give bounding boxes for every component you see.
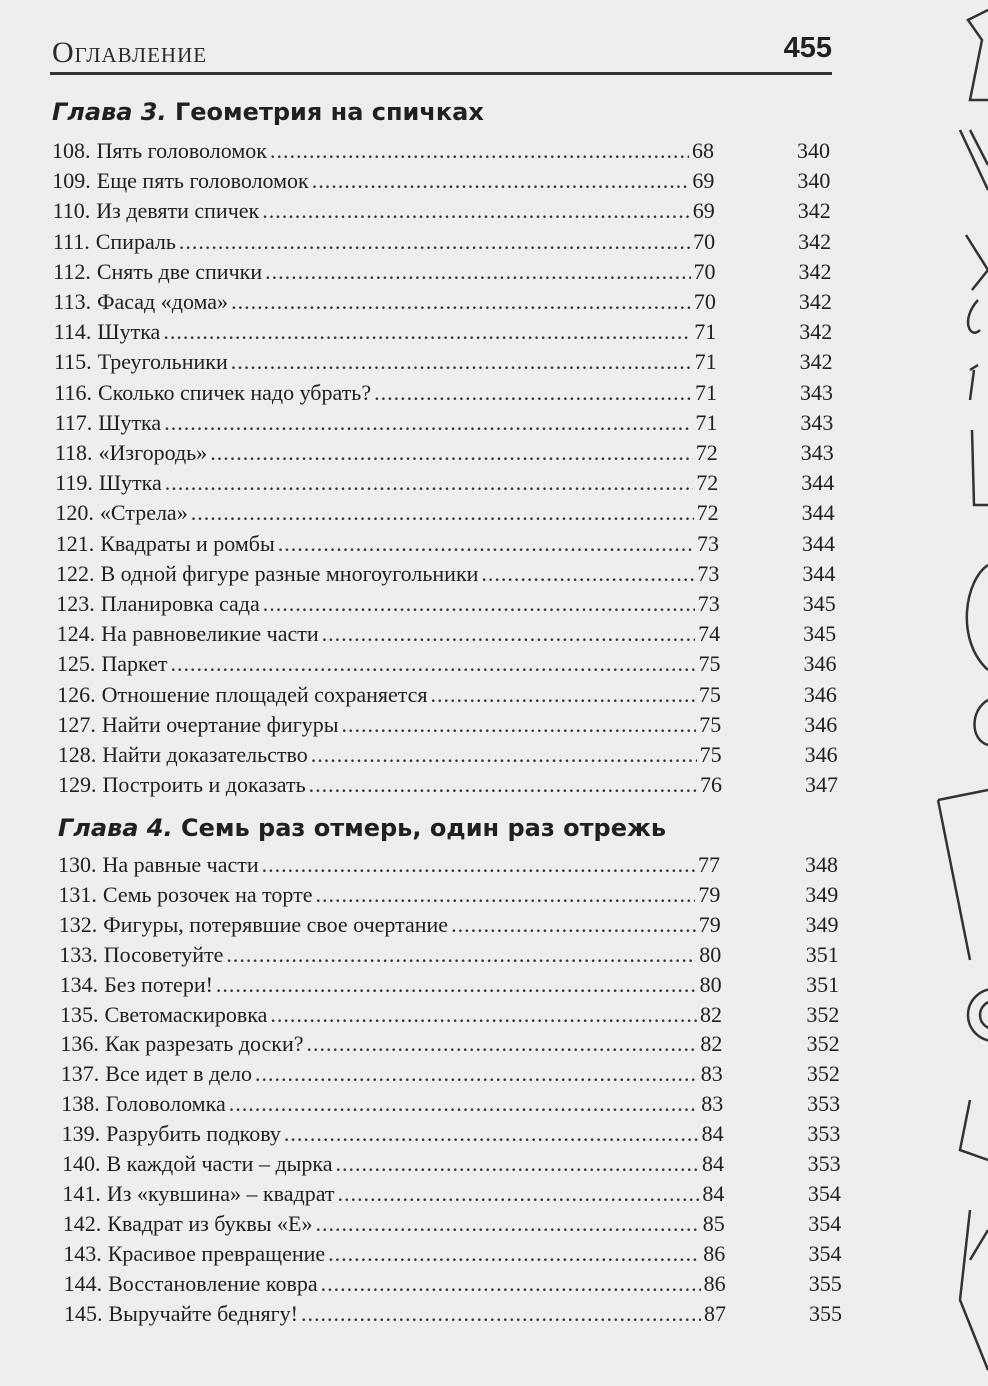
toc-entry <box>0 970 988 1000</box>
entry-page: 70 <box>693 228 716 254</box>
header-rule <box>50 72 832 75</box>
entry-number: 136. <box>60 1031 99 1057</box>
toc-entry-line <box>62 1119 724 1149</box>
entry-answer-page: 345 <box>802 591 836 616</box>
toc-entry-line <box>56 589 719 619</box>
polygon-sketch <box>960 1100 988 1160</box>
entry-answer-page: 343 <box>800 409 834 435</box>
dot-leader <box>374 378 692 408</box>
entry-page: 75 <box>698 681 721 707</box>
entry-page: 87 <box>704 1300 726 1326</box>
arc-sketch <box>967 565 988 670</box>
dot-leader <box>315 1209 699 1239</box>
entry-page: 68 <box>692 138 714 163</box>
star-sketch <box>968 10 988 100</box>
toc-entry-line <box>64 1269 726 1299</box>
entry-number: 115. <box>54 349 92 375</box>
entry-answer-page: 347 <box>805 772 838 798</box>
curve-sketch <box>968 300 980 333</box>
entry-title: Построить и доказать <box>102 772 306 798</box>
chapter-label: Глава 3. <box>52 98 167 126</box>
entry-page: 73 <box>696 530 719 556</box>
page-number: 455 <box>783 32 832 64</box>
figure-one-sketch <box>970 365 978 400</box>
toc-entry-line <box>62 1179 724 1209</box>
entry-page: 80 <box>699 971 722 997</box>
toc-entry <box>0 1089 988 1119</box>
toc-entry-line <box>55 408 718 438</box>
entry-page: 73 <box>697 560 720 586</box>
toc-entry-line <box>62 1149 724 1179</box>
entry-answer-page: 355 <box>809 1300 842 1326</box>
circle-sketch <box>968 989 988 1041</box>
entry-title: Квадраты и ромбы <box>100 530 275 556</box>
toc-entry-line <box>53 287 715 317</box>
entry-number: 112. <box>53 258 91 284</box>
toc-entry <box>0 529 988 559</box>
entry-number: 129. <box>58 772 97 798</box>
entry-answer-page: 342 <box>797 198 831 224</box>
dot-leader <box>171 649 696 679</box>
entry-page: 71 <box>694 349 717 375</box>
chapter-title: Семь раз отмерь, один раз отрежь <box>180 814 667 842</box>
toc-entry-line <box>55 498 718 528</box>
entry-answer-page: 344 <box>802 560 836 586</box>
dot-leader <box>278 529 694 559</box>
dot-leader <box>262 850 695 880</box>
toc-entry <box>0 287 988 317</box>
entry-title: В одной фигуре разные многоугольники <box>100 560 479 586</box>
entry-title: Светомаскировка <box>104 1001 268 1027</box>
entry-number: 120. <box>55 500 94 526</box>
entry-title: «Стрела» <box>99 500 188 526</box>
entry-title: Посоветуйте <box>103 941 224 967</box>
dot-leader <box>306 1029 697 1059</box>
entry-page: 73 <box>697 591 720 616</box>
toc-entry <box>0 940 988 970</box>
dot-leader <box>309 770 697 800</box>
dot-leader <box>229 1089 698 1119</box>
dot-leader <box>163 317 691 347</box>
entry-number: 140. <box>62 1151 101 1176</box>
entry-number: 141. <box>62 1180 101 1206</box>
entry-title: Красивое превращение <box>107 1240 326 1266</box>
entry-title: Найти очертание фигуры <box>101 711 339 737</box>
toc-entry <box>0 136 988 166</box>
cut-lines-sketch <box>938 790 988 960</box>
entry-number: 127. <box>57 711 96 737</box>
dot-leader <box>311 740 697 770</box>
entry-title: Сколько спичек надо убрать? <box>97 379 372 405</box>
entry-title: Фигуры, потерявшие свое очертание <box>103 911 449 937</box>
dot-leader <box>255 1059 698 1089</box>
entry-number: 132. <box>58 911 98 937</box>
entry-answer-page: 346 <box>804 742 838 767</box>
entry-number: 135. <box>60 1001 99 1027</box>
matchstick-sketch <box>960 130 988 190</box>
entry-title: Восстановление ковра <box>108 1270 318 1296</box>
toc-entry <box>0 378 988 408</box>
toc-entry-line <box>60 1000 722 1030</box>
entry-answer-page: 353 <box>807 1091 841 1117</box>
entry-title: Квадрат из буквы «Е» <box>107 1210 313 1236</box>
toc-entry-line <box>52 136 714 166</box>
toc-entry <box>0 317 988 347</box>
entry-page: 70 <box>693 289 716 314</box>
dot-leader <box>165 468 693 498</box>
toc-entry <box>0 1000 988 1030</box>
entry-title: Снять две спички <box>96 258 263 284</box>
chapter-heading <box>52 98 484 128</box>
entry-answer-page: 354 <box>807 1180 841 1206</box>
toc-entry <box>0 257 988 287</box>
entry-page: 71 <box>695 379 718 405</box>
entry-page: 82 <box>700 1001 722 1027</box>
dot-leader <box>262 196 690 226</box>
entry-answer-page: 346 <box>803 681 837 707</box>
entry-title: Шутка <box>98 409 162 435</box>
toc-entry <box>0 1269 988 1299</box>
toc-entry-line <box>54 347 717 377</box>
toc-entry-line <box>55 438 718 468</box>
entry-title: Паркет <box>101 651 168 677</box>
entry-title: Шутка <box>97 319 161 345</box>
dot-leader <box>179 227 690 257</box>
dot-leader <box>226 940 696 970</box>
entry-number: 114. <box>53 319 92 345</box>
entry-number: 143. <box>63 1240 102 1266</box>
toc-entry-line <box>58 850 720 880</box>
toc-entry <box>0 498 988 528</box>
dot-leader <box>316 880 696 910</box>
toc-entry-line <box>53 227 715 257</box>
entry-answer-page: 340 <box>797 168 831 194</box>
entry-page: 75 <box>698 651 721 677</box>
toc-entry-line <box>57 649 721 679</box>
entry-answer-page: 340 <box>797 138 830 163</box>
dot-leader <box>431 680 696 710</box>
entry-answer-page: 349 <box>805 881 839 907</box>
entry-title: Шутка <box>98 470 162 496</box>
entry-page: 74 <box>698 621 721 647</box>
entry-answer-page: 342 <box>798 228 832 254</box>
margin-illustrations <box>930 0 988 1386</box>
toc-entry <box>0 1029 988 1059</box>
toc-entry-line <box>57 710 721 740</box>
entry-number: 124. <box>56 621 96 647</box>
toc-entry <box>0 910 988 940</box>
toc-entry-line <box>56 559 719 589</box>
toc-entry-line <box>63 1239 725 1269</box>
entry-answer-page: 353 <box>807 1151 841 1176</box>
toc-entry <box>0 1179 988 1209</box>
toc-entry <box>0 680 988 710</box>
dot-leader <box>451 910 696 940</box>
triangle-sketch <box>966 235 988 290</box>
entry-answer-page: 345 <box>803 621 837 647</box>
entry-number: 125. <box>56 651 96 677</box>
entry-number: 111. <box>52 228 90 254</box>
chapter-heading <box>58 814 666 844</box>
dot-leader <box>284 1119 699 1149</box>
entry-number: 128. <box>57 742 97 767</box>
pitcher-sketch <box>960 1210 988 1370</box>
entry-number: 119. <box>55 470 93 496</box>
toc-entry <box>0 770 988 800</box>
entry-page: 82 <box>700 1031 723 1057</box>
dot-leader <box>191 498 694 528</box>
toc-entry-line <box>60 1029 722 1059</box>
entry-number: 110. <box>52 198 91 224</box>
entry-number: 122. <box>56 560 95 586</box>
entry-answer-page: 342 <box>799 319 833 345</box>
entry-title: Из «кувшина» – квадрат <box>106 1180 335 1206</box>
entry-number: 113. <box>53 289 92 314</box>
dot-leader <box>322 619 695 649</box>
hook-sketch <box>975 700 988 745</box>
entry-title: В каждой части – дырка <box>106 1151 333 1176</box>
entry-title: Без потери! <box>104 971 213 997</box>
toc-entry <box>0 589 988 619</box>
entry-answer-page: 351 <box>805 941 839 967</box>
entry-number: 109. <box>52 168 91 194</box>
toc-entry-line <box>64 1299 726 1329</box>
entry-page: 84 <box>701 1121 724 1147</box>
entry-answer-page: 353 <box>807 1121 841 1147</box>
toc-entry <box>0 166 988 196</box>
toc-entry-line <box>61 1059 723 1089</box>
dot-leader <box>328 1239 700 1269</box>
dot-leader <box>270 136 689 166</box>
entry-answer-page: 342 <box>798 289 832 314</box>
entry-answer-page: 346 <box>803 651 837 677</box>
entry-title: Отношение площадей сохраняется <box>101 681 428 707</box>
entry-title: Пять головоломок <box>96 138 267 163</box>
entry-page: 72 <box>696 500 719 526</box>
toc-entry <box>0 1059 988 1089</box>
toc-entry <box>0 1119 988 1149</box>
entry-number: 116. <box>54 379 92 405</box>
dot-leader <box>263 589 695 619</box>
entry-answer-page: 349 <box>805 911 839 937</box>
toc-entry-line <box>58 880 720 910</box>
entry-page: 77 <box>698 852 720 877</box>
circle-sketch <box>980 1001 988 1029</box>
dot-leader <box>312 166 690 196</box>
dot-leader <box>338 1179 700 1209</box>
entry-title: Фасад «дома» <box>97 289 229 314</box>
entry-page: 79 <box>698 911 721 937</box>
toc-entry-line <box>58 770 722 800</box>
toc-entry-line <box>63 1209 725 1239</box>
running-title: Оглавление <box>52 36 208 69</box>
entry-answer-page: 342 <box>798 258 832 284</box>
dot-leader <box>265 257 690 287</box>
entry-page: 69 <box>692 198 715 224</box>
entry-answer-page: 343 <box>800 440 834 465</box>
entry-number: 130. <box>58 852 97 877</box>
entry-page: 71 <box>695 409 718 435</box>
dot-leader <box>336 1149 699 1179</box>
entry-answer-page: 354 <box>808 1210 842 1236</box>
entry-page: 83 <box>700 1061 723 1087</box>
entry-answer-page: 344 <box>801 500 835 526</box>
toc-entry <box>0 559 988 589</box>
entry-answer-page: 342 <box>799 349 833 375</box>
entry-title: Планировка сада <box>100 591 260 616</box>
chapter-label: Глава 4. <box>58 814 173 842</box>
entry-page: 75 <box>699 711 722 737</box>
entry-number: 126. <box>57 681 96 707</box>
dot-leader <box>270 1000 697 1030</box>
rectangle-sketch <box>972 430 988 505</box>
entry-answer-page: 346 <box>804 711 838 737</box>
entry-number: 138. <box>61 1091 100 1117</box>
entry-page: 69 <box>692 168 715 194</box>
entry-title: Все идет в дело <box>105 1061 252 1087</box>
entry-page: 85 <box>702 1210 725 1236</box>
entry-number: 134. <box>59 971 99 997</box>
entry-answer-page: 344 <box>801 530 835 556</box>
entry-page: 79 <box>698 881 721 907</box>
toc-entry <box>0 468 988 498</box>
dot-leader <box>231 347 692 377</box>
toc-entry <box>0 438 988 468</box>
entry-number: 145. <box>64 1300 103 1326</box>
entry-page: 76 <box>700 772 722 798</box>
entry-page: 72 <box>696 470 719 496</box>
entry-number: 139. <box>61 1121 101 1147</box>
entry-answer-page: 352 <box>806 1001 840 1027</box>
entry-answer-page: 351 <box>806 971 840 997</box>
dot-leader <box>481 559 694 589</box>
toc-entry-line <box>53 257 715 287</box>
toc-entry-line <box>57 619 721 649</box>
entry-page: 84 <box>702 1151 724 1176</box>
toc-entry-line <box>59 910 721 940</box>
toc-entry <box>0 408 988 438</box>
toc-entry <box>0 347 988 377</box>
entry-title: На равновеликие части <box>101 621 319 647</box>
entry-title: Семь розочек на торте <box>102 881 313 907</box>
toc-entry-line <box>54 317 717 347</box>
entry-page: 86 <box>703 1240 726 1266</box>
chapter-title: Геометрия на спичках <box>174 98 484 126</box>
toc-entry <box>0 196 988 226</box>
toc-entry-line <box>53 196 715 226</box>
toc-entry <box>0 880 988 910</box>
dot-leader <box>231 287 691 317</box>
entry-number: 117. <box>54 409 93 435</box>
entry-number: 144. <box>63 1270 103 1296</box>
toc-entry <box>0 1299 988 1329</box>
dot-leader <box>321 1269 701 1299</box>
entry-page: 71 <box>694 319 717 345</box>
entry-answer-page: 355 <box>808 1270 842 1296</box>
page-header <box>50 28 832 72</box>
entry-number: 142. <box>62 1210 102 1236</box>
entry-page: 84 <box>702 1180 725 1206</box>
toc-entry-line <box>52 166 714 196</box>
entry-answer-page: 352 <box>806 1031 840 1057</box>
entry-title: «Изгородь» <box>98 440 208 465</box>
entry-number: 137. <box>60 1061 100 1087</box>
dot-leader <box>301 1299 701 1329</box>
entry-page: 75 <box>699 742 722 767</box>
toc-entry <box>0 1209 988 1239</box>
toc-entry <box>0 1239 988 1269</box>
toc-entry-line <box>56 529 719 559</box>
entry-number: 123. <box>56 591 95 616</box>
entry-answer-page: 348 <box>805 852 838 877</box>
toc-entry <box>0 710 988 740</box>
entry-page: 80 <box>699 941 722 967</box>
toc-entry-line <box>54 378 717 408</box>
entry-page: 72 <box>695 440 718 465</box>
entry-title: Как разрезать доски? <box>104 1031 304 1057</box>
entry-title: На равные части <box>102 852 259 877</box>
entry-title: Найти доказательство <box>102 742 308 767</box>
entry-number: 118. <box>54 440 93 465</box>
entry-title: Головоломка <box>105 1091 226 1117</box>
dot-leader <box>216 970 697 1000</box>
entry-page: 83 <box>701 1091 724 1117</box>
entry-number: 108. <box>52 138 91 163</box>
dot-leader <box>164 408 692 438</box>
entry-number: 131. <box>58 881 97 907</box>
entry-answer-page: 344 <box>801 470 835 496</box>
toc-entry <box>0 649 988 679</box>
toc-entry <box>0 1149 988 1179</box>
entry-title: Из девяти спичек <box>96 198 260 224</box>
dot-leader <box>210 438 693 468</box>
dot-leader <box>342 710 697 740</box>
entry-number: 121. <box>55 530 95 556</box>
toc-entry-line <box>58 740 722 770</box>
toc-entry <box>0 619 988 649</box>
entry-title: Выручайте беднягу! <box>108 1300 298 1326</box>
toc-entry-line <box>59 940 721 970</box>
toc-entry-line <box>57 680 721 710</box>
entry-answer-page: 354 <box>808 1240 842 1266</box>
toc-entry-line <box>60 970 722 1000</box>
toc-entry <box>0 227 988 257</box>
entry-answer-page: 343 <box>800 379 834 405</box>
toc-entry-line <box>55 468 718 498</box>
entry-title: Треугольники <box>97 349 228 375</box>
toc-entry <box>0 850 988 880</box>
entry-title: Еще пять головоломок <box>96 168 309 194</box>
toc-entry-line <box>61 1089 723 1119</box>
entry-title: Спираль <box>95 228 176 254</box>
entry-title: Разрубить подкову <box>106 1121 281 1147</box>
entry-page: 86 <box>703 1270 726 1296</box>
toc-entry <box>0 740 988 770</box>
entry-page: 70 <box>693 258 716 284</box>
entry-number: 133. <box>59 941 98 967</box>
entry-answer-page: 352 <box>806 1061 840 1087</box>
